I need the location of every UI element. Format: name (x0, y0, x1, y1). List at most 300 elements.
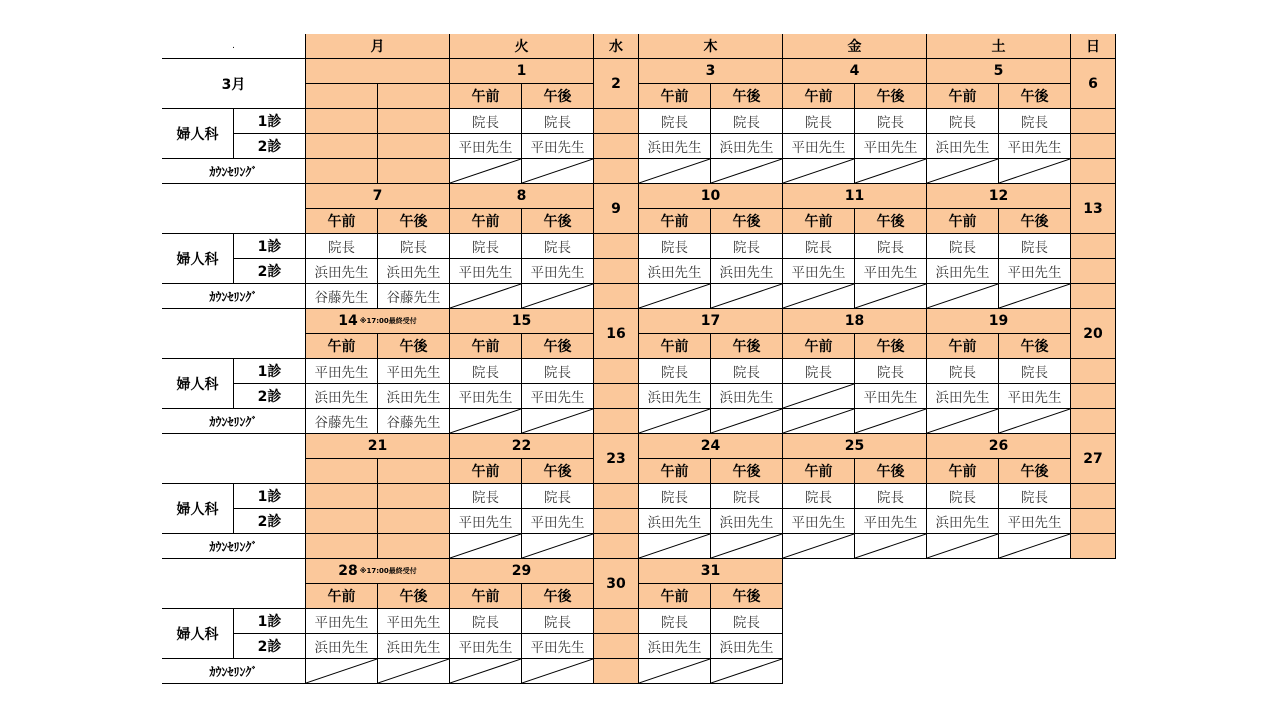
no-slot-diagonal (783, 159, 854, 183)
pm-header: 午後 (378, 584, 450, 609)
closed-cell (594, 509, 639, 534)
shin1-slot: 院長 (639, 359, 711, 384)
pm-header: 午後 (378, 334, 450, 359)
shin1-slot: 院長 (855, 234, 927, 259)
shin2-label: 2診 (234, 384, 306, 409)
shin2-slot: 平田先生 (999, 509, 1071, 534)
counseling-slot (855, 534, 927, 559)
counseling-slot (783, 409, 855, 434)
pm-header: 午後 (711, 459, 783, 484)
no-slot-diagonal (711, 409, 782, 433)
counseling-slot: 谷藤先生 (306, 409, 378, 434)
counseling-label: ｶｳﾝｾﾘﾝｸﾞ (162, 159, 306, 184)
weekday-header: 水 (594, 34, 639, 59)
counseling-slot (522, 159, 594, 184)
no-slot-diagonal (999, 534, 1070, 558)
shin2-slot: 平田先生 (450, 134, 522, 159)
no-slot-diagonal (639, 159, 710, 183)
no-slot-diagonal (999, 159, 1070, 183)
shin2-slot: 平田先生 (450, 634, 522, 659)
dept-label: 婦人科 (162, 359, 234, 409)
day-number (783, 184, 927, 209)
shin1-slot: 院長 (639, 609, 711, 634)
shin2-slot: 平田先生 (522, 259, 594, 284)
shin1-slot: 平田先生 (306, 359, 378, 384)
shin2-slot: 浜田先生 (639, 134, 711, 159)
shin1-slot: 平田先生 (306, 609, 378, 634)
no-slot-diagonal (927, 534, 998, 558)
shin2-slot: 平田先生 (999, 384, 1071, 409)
closed-cell (378, 459, 450, 484)
day-number (639, 59, 783, 84)
pm-header: 午後 (378, 209, 450, 234)
shin2-slot: 平田先生 (783, 509, 855, 534)
no-slot-diagonal (450, 159, 521, 183)
shin2-slot: 平田先生 (999, 259, 1071, 284)
shin2-slot: 平田先生 (855, 134, 927, 159)
shin1-slot: 院長 (999, 359, 1071, 384)
shin2-slot: 平田先生 (999, 134, 1071, 159)
day-number (639, 434, 783, 459)
day-number (927, 184, 1071, 209)
day-number: 20 (1071, 309, 1116, 359)
closed-cell (594, 159, 639, 184)
pm-header: 午後 (855, 334, 927, 359)
shin2-slot: 平田先生 (783, 259, 855, 284)
dept-label: 婦人科 (162, 609, 234, 659)
day-number-text: 10 (700, 188, 721, 204)
shin1-slot: 院長 (711, 484, 783, 509)
counseling-slot (783, 534, 855, 559)
shin2-slot: 平田先生 (855, 509, 927, 534)
closed-cell (594, 109, 639, 134)
shin2-slot: 平田先生 (522, 634, 594, 659)
shin2-slot: 浜田先生 (711, 634, 783, 659)
day-number-text: 5 (993, 63, 1004, 79)
no-slot-diagonal (522, 284, 593, 308)
counseling-slot (639, 159, 711, 184)
counseling-slot (711, 409, 783, 434)
weekday-header: 日 (1071, 34, 1116, 59)
shin1-slot: 院長 (378, 234, 450, 259)
shin1-label: 1診 (234, 609, 306, 634)
day-number (927, 434, 1071, 459)
day-number: 30 (594, 559, 639, 609)
counseling-label: ｶｳﾝｾﾘﾝｸﾞ (162, 409, 306, 434)
shin1-slot: 院長 (783, 359, 855, 384)
day-number-text: 15 (511, 313, 532, 329)
shin1-slot: 院長 (927, 109, 999, 134)
shin2-slot: 平田先生 (855, 384, 927, 409)
no-slot-diagonal (450, 284, 521, 308)
week-label-blank (162, 434, 306, 484)
counseling-slot (711, 534, 783, 559)
day-number-text: 17 (700, 313, 721, 329)
no-slot-diagonal (855, 284, 926, 308)
day-number-text: 18 (844, 313, 865, 329)
pm-header: 午後 (855, 209, 927, 234)
shin1-slot: 院長 (855, 109, 927, 134)
pm-header: 午後 (522, 84, 594, 109)
closed-cell (594, 234, 639, 259)
week-label-blank (162, 184, 306, 234)
day-number-text: 1 (516, 63, 527, 79)
counseling-slot (927, 284, 999, 309)
no-slot-diagonal (639, 659, 710, 683)
counseling-slot (999, 534, 1071, 559)
weekday-header: 木 (639, 34, 783, 59)
closed-cell (1071, 109, 1116, 134)
shin1-slot: 院長 (855, 359, 927, 384)
am-header: 午前 (783, 459, 855, 484)
shin1-slot: 院長 (522, 359, 594, 384)
no-slot-diagonal (450, 659, 521, 683)
shin1-slot: 院長 (306, 234, 378, 259)
shin1-slot: 院長 (999, 234, 1071, 259)
closed-cell (378, 509, 450, 534)
day-number-text: 24 (700, 438, 721, 454)
no-slot-diagonal (522, 534, 593, 558)
closed-cell (1071, 484, 1116, 509)
closed-cell (1071, 284, 1116, 309)
counseling-slot (711, 659, 783, 684)
am-header: 午前 (783, 209, 855, 234)
day-number-text: 25 (844, 438, 865, 454)
no-slot-diagonal (855, 409, 926, 433)
day-number (783, 59, 927, 84)
am-header: 午前 (306, 334, 378, 359)
closed-cell (378, 84, 450, 109)
day-number-text: 8 (516, 188, 527, 204)
counseling-slot: 谷藤先生 (306, 284, 378, 309)
closed-cell (306, 509, 378, 534)
day-number (639, 184, 783, 209)
closed-cell (1071, 159, 1116, 184)
pm-header: 午後 (522, 209, 594, 234)
no-slot-diagonal (999, 409, 1070, 433)
shin2-slot: 浜田先生 (711, 259, 783, 284)
counseling-slot (378, 659, 450, 684)
no-slot-diagonal (306, 659, 377, 683)
pm-header: 午後 (711, 334, 783, 359)
weekday-header: 金 (783, 34, 927, 59)
closed-cell (378, 109, 450, 134)
day-number (306, 184, 450, 209)
no-slot-diagonal (783, 409, 854, 433)
shin1-slot: 院長 (522, 234, 594, 259)
shin2-slot: 浜田先生 (306, 634, 378, 659)
pm-header: 午後 (522, 584, 594, 609)
no-slot-diagonal (522, 159, 593, 183)
closed-cell (594, 259, 639, 284)
counseling-slot (450, 659, 522, 684)
am-header: 午前 (450, 584, 522, 609)
shin2-slot: 平田先生 (450, 259, 522, 284)
closed-cell (594, 384, 639, 409)
day-number (450, 559, 594, 584)
day-number (306, 309, 450, 334)
counseling-slot (927, 159, 999, 184)
closed-cell (306, 534, 378, 559)
day-number (450, 309, 594, 334)
counseling-slot (711, 159, 783, 184)
shin2-slot: 浜田先生 (639, 509, 711, 534)
shin1-slot: 院長 (783, 234, 855, 259)
closed-cell (306, 459, 378, 484)
counseling-slot (522, 534, 594, 559)
am-header: 午前 (783, 334, 855, 359)
closed-cell (378, 534, 450, 559)
shin1-slot: 院長 (783, 109, 855, 134)
shin2-slot: 浜田先生 (639, 634, 711, 659)
counseling-slot (999, 159, 1071, 184)
counseling-slot (450, 284, 522, 309)
dept-label: 婦人科 (162, 109, 234, 159)
counseling-slot (450, 409, 522, 434)
day-number-text: 3 (705, 63, 716, 79)
shin2-slot: 浜田先生 (711, 384, 783, 409)
shin1-slot: 院長 (522, 609, 594, 634)
pm-header: 午後 (855, 84, 927, 109)
shin1-slot: 平田先生 (378, 609, 450, 634)
closed-cell (306, 134, 378, 159)
day-number: 21 (306, 434, 450, 459)
shin1-slot: 院長 (927, 359, 999, 384)
counseling-slot: 谷藤先生 (378, 409, 450, 434)
counseling-slot (639, 534, 711, 559)
day-number (450, 184, 594, 209)
closed-cell (594, 359, 639, 384)
pm-header: 午後 (855, 459, 927, 484)
shin1-slot: 院長 (927, 484, 999, 509)
am-header: 午前 (927, 459, 999, 484)
empty-area (927, 559, 1071, 684)
am-header: 午前 (639, 209, 711, 234)
closed-cell (594, 409, 639, 434)
counseling-slot (927, 409, 999, 434)
closed-cell (1071, 359, 1116, 384)
counseling-slot (927, 534, 999, 559)
no-slot-diagonal (783, 284, 854, 308)
no-slot-diagonal (522, 409, 593, 433)
day-number-text: 4 (849, 63, 860, 79)
closed-cell (1071, 134, 1116, 159)
empty-area (783, 559, 927, 684)
am-header: 午前 (927, 334, 999, 359)
closed-cell (378, 134, 450, 159)
day-number: 2 (594, 59, 639, 109)
weekday-header: 土 (927, 34, 1071, 59)
shin2-slot: 平田先生 (522, 384, 594, 409)
month-title: 3月 (162, 59, 306, 109)
shin2-slot: 浜田先生 (306, 259, 378, 284)
closed-cell (1071, 534, 1116, 559)
no-slot-diagonal (450, 409, 521, 433)
day-number: 6 (1071, 59, 1116, 109)
shin1-label: 1診 (234, 109, 306, 134)
no-slot-diagonal (711, 659, 782, 683)
week-label-blank (162, 309, 306, 359)
shin1-slot: 院長 (639, 484, 711, 509)
shin1-slot: 院長 (522, 484, 594, 509)
closed-cell (594, 284, 639, 309)
pm-header: 午後 (999, 459, 1071, 484)
closed-cell (594, 134, 639, 159)
shin1-slot: 院長 (450, 234, 522, 259)
day-number: 9 (594, 184, 639, 234)
shin2-label: 2診 (234, 634, 306, 659)
shin2-slot: 浜田先生 (711, 134, 783, 159)
no-slot-diagonal (639, 534, 710, 558)
day-number (450, 59, 594, 84)
day-number-text: 22 (511, 438, 532, 454)
dept-label: 婦人科 (162, 484, 234, 534)
day-number (639, 559, 783, 584)
day-number-text: 19 (988, 313, 1009, 329)
am-header: 午前 (927, 84, 999, 109)
day-number (639, 309, 783, 334)
no-slot-diagonal (783, 534, 854, 558)
shin1-label: 1診 (234, 484, 306, 509)
day-number-text: 7 (372, 188, 383, 204)
no-slot-diagonal (855, 159, 926, 183)
pm-header: 午後 (711, 584, 783, 609)
closed-cell (1071, 509, 1116, 534)
counseling-slot (783, 159, 855, 184)
closed-cell (306, 109, 378, 134)
no-slot-diagonal (927, 159, 998, 183)
counseling-slot (783, 284, 855, 309)
day-number-text: 12 (988, 188, 1009, 204)
no-slot-diagonal (378, 659, 449, 683)
am-header: 午前 (306, 209, 378, 234)
am-header: 午前 (639, 334, 711, 359)
counseling-slot: 谷藤先生 (378, 284, 450, 309)
am-header: 午前 (927, 209, 999, 234)
shin1-slot: 院長 (450, 609, 522, 634)
counseling-slot (450, 159, 522, 184)
dept-label: 婦人科 (162, 234, 234, 284)
counseling-slot (855, 284, 927, 309)
shin1-label: 1診 (234, 234, 306, 259)
closed-cell (594, 634, 639, 659)
counseling-slot (639, 409, 711, 434)
closed-cell (1071, 259, 1116, 284)
no-slot-diagonal (711, 534, 782, 558)
no-slot-diagonal (639, 409, 710, 433)
shin1-slot: 院長 (783, 484, 855, 509)
am-header: 午前 (450, 209, 522, 234)
counseling-slot (999, 284, 1071, 309)
no-slot-diagonal (783, 384, 854, 408)
counseling-slot (999, 409, 1071, 434)
day-number-text: 31 (700, 563, 721, 579)
shin1-slot: 平田先生 (378, 359, 450, 384)
day-number: 13 (1071, 184, 1116, 234)
shin1-slot: 院長 (927, 234, 999, 259)
day-number-text: 28 (338, 563, 358, 579)
shin1-slot: 院長 (639, 234, 711, 259)
pm-header: 午後 (711, 209, 783, 234)
am-header: 午前 (450, 334, 522, 359)
shin2-slot: 平田先生 (783, 134, 855, 159)
am-header: 午前 (639, 84, 711, 109)
shin2-slot: 浜田先生 (927, 509, 999, 534)
counseling-slot (522, 659, 594, 684)
day-number: 27 (1071, 434, 1116, 484)
shin2-slot: 平田先生 (855, 259, 927, 284)
counseling-label: ｶｳﾝｾﾘﾝｸﾞ (162, 284, 306, 309)
day-number-text: 11 (844, 188, 865, 204)
pm-header: 午後 (999, 334, 1071, 359)
day-number: 23 (594, 434, 639, 484)
am-header: 午前 (639, 584, 711, 609)
pm-header: 午後 (999, 84, 1071, 109)
shin2-slot: 平田先生 (522, 509, 594, 534)
counseling-slot (639, 659, 711, 684)
shin2-slot: 平田先生 (450, 384, 522, 409)
closed-cell (594, 484, 639, 509)
am-header: 午前 (450, 459, 522, 484)
am-header: 午前 (639, 459, 711, 484)
closed-cell (306, 84, 378, 109)
shin1-slot: 院長 (450, 359, 522, 384)
shin2-slot: 浜田先生 (927, 134, 999, 159)
closed-cell (594, 659, 639, 684)
day-number: 16 (594, 309, 639, 359)
shin1-slot: 院長 (711, 359, 783, 384)
shin2-slot: 浜田先生 (639, 259, 711, 284)
shin1-slot: 院長 (711, 609, 783, 634)
shin2-label: 2診 (234, 259, 306, 284)
counseling-slot (522, 409, 594, 434)
shin1-label: 1診 (234, 359, 306, 384)
shin2-slot: 浜田先生 (306, 384, 378, 409)
am-header: 午前 (306, 584, 378, 609)
closed-cell (594, 609, 639, 634)
shin2-label: 2診 (234, 134, 306, 159)
shin1-slot: 院長 (522, 109, 594, 134)
no-slot-diagonal (711, 159, 782, 183)
closed-cell (594, 534, 639, 559)
shin2-slot: 平田先生 (522, 134, 594, 159)
shin1-slot: 院長 (450, 484, 522, 509)
closed-cell (306, 484, 378, 509)
counseling-slot (306, 659, 378, 684)
counseling-label: ｶｳﾝｾﾘﾝｸﾞ (162, 659, 306, 684)
shin2-slot: 浜田先生 (927, 384, 999, 409)
counseling-slot (711, 284, 783, 309)
closed-cell (1071, 409, 1116, 434)
shin1-slot: 院長 (855, 484, 927, 509)
no-slot-diagonal (711, 284, 782, 308)
shin1-slot: 院長 (999, 109, 1071, 134)
counseling-slot (639, 284, 711, 309)
shin2-slot: 平田先生 (450, 509, 522, 534)
no-slot-diagonal (927, 284, 998, 308)
closed-cell (1071, 384, 1116, 409)
closed-cell (378, 484, 450, 509)
shin2-slot: 浜田先生 (927, 259, 999, 284)
counseling-slot (450, 534, 522, 559)
day-number (927, 309, 1071, 334)
closed-cell (306, 159, 378, 184)
counseling-slot (522, 284, 594, 309)
shin1-slot: 院長 (639, 109, 711, 134)
day-number (306, 59, 450, 84)
last-reception-note: ※17:00最終受付 (359, 567, 417, 575)
shin2-slot: 浜田先生 (378, 634, 450, 659)
